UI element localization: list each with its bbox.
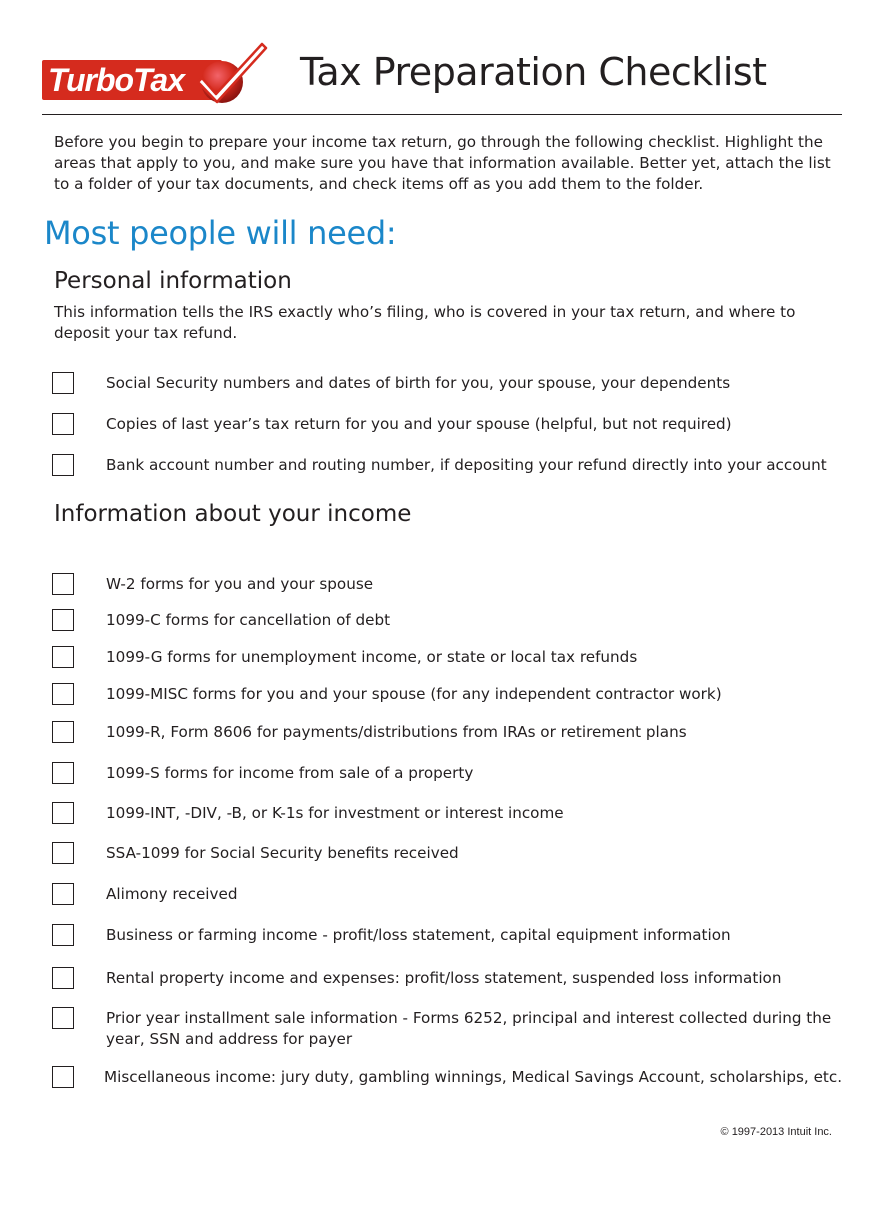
checklist-item xyxy=(52,883,842,913)
checklist-item-label: 1099-R, Form 8606 for payments/distributions from IRAs or retirement plans xyxy=(106,723,687,741)
personal-info-heading: Personal information xyxy=(54,268,292,294)
checkbox[interactable] xyxy=(52,802,74,824)
checklist-item xyxy=(52,1066,842,1096)
checklist-item xyxy=(52,967,842,997)
checkbox[interactable] xyxy=(52,413,74,435)
checklist-item xyxy=(52,802,842,832)
turbotax-logo xyxy=(42,40,268,106)
checklist-item xyxy=(52,573,842,603)
checklist-item xyxy=(52,1007,842,1057)
checkbox[interactable] xyxy=(52,762,74,784)
checklist-item-label: 1099-G forms for unemployment income, or state or local tax refunds xyxy=(106,648,638,666)
checklist-item xyxy=(52,372,842,402)
checkbox[interactable] xyxy=(52,683,74,705)
page-header xyxy=(42,38,842,110)
checkbox[interactable] xyxy=(52,454,74,476)
checklist-item-label: Business or farming income - profit/loss statement, capital equipment information xyxy=(106,926,731,944)
checklist-item xyxy=(52,924,842,954)
checklist-item xyxy=(52,413,842,443)
checklist-item xyxy=(52,646,842,676)
checklist-item-label: Copies of last year’s tax return for you and your spouse (helpful, but not required) xyxy=(106,415,732,433)
section-heading: Most people will need: xyxy=(44,214,397,252)
checklist-item-label: W-2 forms for you and your spouse xyxy=(106,575,374,593)
checklist-item xyxy=(52,609,842,639)
checkbox[interactable] xyxy=(52,883,74,905)
checklist-item-label: Social Security numbers and dates of birth for you, your spouse, your dependents xyxy=(106,374,731,392)
checklist-item xyxy=(52,721,842,751)
checkbox[interactable] xyxy=(52,967,74,989)
copyright-notice: © 1997-2013 Intuit Inc. xyxy=(720,1126,832,1138)
checklist-item-label: Prior year installment sale information - Forms 6252, principal and interest collected during the year, SSN and address for payer xyxy=(106,1009,832,1048)
checkmark-icon xyxy=(192,40,268,106)
checklist-item xyxy=(52,683,842,713)
checklist-item-label: 1099-INT, -DIV, -B, or K-1s for investment or interest income xyxy=(106,804,564,822)
checklist-item xyxy=(52,454,842,484)
logo-text: TurboTax xyxy=(48,62,185,98)
checkbox[interactable] xyxy=(52,721,74,743)
page-title: Tax Preparation Checklist xyxy=(300,50,767,94)
personal-info-description: This information tells the IRS exactly who’s filing, who is covered in your tax return, and where to deposit your tax refund. xyxy=(54,303,796,342)
checkbox[interactable] xyxy=(52,646,74,668)
checklist-item-label: Rental property income and expenses: profit/loss statement, suspended loss information xyxy=(106,969,782,987)
header-divider xyxy=(42,114,842,115)
checklist-item-label: 1099-S forms for income from sale of a property xyxy=(106,764,474,782)
checklist-item-label: 1099-MISC forms for you and your spouse (for any independent contractor work) xyxy=(106,685,722,703)
checkbox[interactable] xyxy=(52,924,74,946)
checkbox[interactable] xyxy=(52,573,74,595)
checklist-item-label: Miscellaneous income: jury duty, gambling winnings, Medical Savings Account, scholarships, etc. xyxy=(104,1068,843,1086)
checklist-item-label: 1099-C forms for cancellation of debt xyxy=(106,611,391,629)
checklist-item-label: Alimony received xyxy=(106,885,238,903)
income-info-heading: Information about your income xyxy=(54,501,412,527)
intro-paragraph: Before you begin to prepare your income tax return, go through the following checklist. Highlight the areas that apply to you, and make sure you have that information available. Better yet, attach the list to a folder of your tax documents, and check items off as you add them to the folder. xyxy=(54,133,831,193)
checklist-item-label: SSA-1099 for Social Security benefits received xyxy=(106,844,459,862)
checkbox[interactable] xyxy=(52,372,74,394)
checkbox[interactable] xyxy=(52,609,74,631)
checklist-item xyxy=(52,842,842,872)
checklist-item-label: Bank account number and routing number, if depositing your refund directly into your account xyxy=(106,456,827,474)
checkbox[interactable] xyxy=(52,1007,74,1029)
checkbox[interactable] xyxy=(52,1066,74,1088)
checkbox[interactable] xyxy=(52,842,74,864)
checklist-item xyxy=(52,762,842,792)
